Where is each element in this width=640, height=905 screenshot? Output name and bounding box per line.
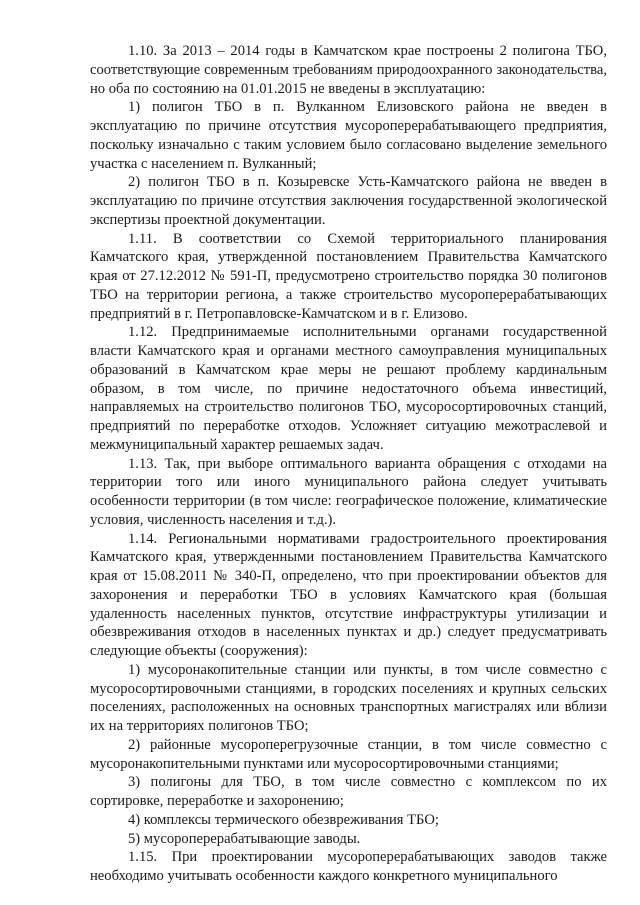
document-page (90, 42, 607, 886)
paragraph-1-10-item-1: 1) полигон ТБО в п. Вулканном Елизовского района не введен в эксплуатацию по причине отсутствия мусороперерабатывающего предприятия, поскольку изначально с таким условием было согласовано выделение земельного участка с населением п. Вулканный; (90, 99, 607, 172)
paragraph-1-11: 1.11. В соответствии со Схемой территориального планирования Камчатского края, утвержденной постановлением Правительства Камчатского края от 27.12.2012 № 591-П, предусмотрено строительство порядка 30 полигонов ТБО на территории региона, а также строительство мусороперерабатывающих предприятий в г. Петропавловске-Камчатском и в г. Елизово. (90, 230, 607, 322)
paragraph-1-10-item-2: 2) полигон ТБО в п. Козыревске Усть-Камчатского района не введен в эксплуатацию по причине отсутствия заключения государственной экологической экспертизы проектной документации. (90, 174, 607, 228)
paragraph-1-13: 1.13. Так, при выборе оптимального варианта обращения с отходами на территории того или иного муниципального района следует учитывать особенности территории (в том числе: географическое положение, климатические условия, численность населения и т.д.). (90, 455, 607, 528)
paragraph-1-14-item-5: 5) мусороперерабатывающие заводы. (128, 830, 361, 847)
paragraph-1-10: 1.10. За 2013 – 2014 годы в Камчатском крае построены 2 полигона ТБО, соответствующие современным требованиям природоохранного законодательства, но оба по состоянию на 01.01.2015 не введены в эксплуатацию: (90, 43, 607, 97)
paragraph-1-14-item-2: 2) районные мусороперегрузочные станции, в том числе совместно с мусоронакопительными пунктами или мусоросортировочными станциями; (90, 736, 607, 772)
paragraph-1-15: 1.15. При проектировании мусороперерабатывающих заводов также необходимо учитывать особенности каждого конкретного муниципального (90, 849, 607, 884)
paragraph-1-12: 1.12. Предпринимаемые исполнительными органами государственной власти Камчатского края и органами местного самоуправления муниципальных образований в Камчатском крае меры не решают проблему кардинальным образом, в том числе, по причине недостаточного объема инвестиций, направляемых на строительство полигонов ТБО, мусоросортировочных станций, предприятий по переработке отходов. Усложняет ситуацию межотраслевой и межмуниципальный характер решаемых задач. (90, 324, 607, 453)
paragraph-1-14-item-4: 4) комплексы термического обезвреживания ТБО; (128, 811, 439, 828)
paragraph-1-14: 1.14. Региональными нормативами градостроительного проектирования Камчатского края, утвержденными постановлением Правительства Камчатского края от 15.08.2011 № 340-П, определено, что при проектировании объектов для захоронения и переработки ТБО в условиях Камчатского края (большая удаленность населенных пунктов, отсутствие инфраструктуры утилизации и обезвреживания отходов в населенных пунктах и др.) следует предусматривать следующие объекты (сооружения): (90, 530, 607, 659)
paragraph-1-14-item-3: 3) полигоны для ТБО, в том числе совместно с комплексом по их сортировке, переработке и захоронению; (90, 774, 607, 809)
paragraph-1-14-item-1: 1) мусоронакопительные станции или пункты, в том числе совместно с мусоросортировочными станциями, в городских поселениях и крупных сельских поселениях, расположенных на основных транспортных магистралях или вблизи их на территориях полигонов ТБО; (90, 661, 607, 734)
